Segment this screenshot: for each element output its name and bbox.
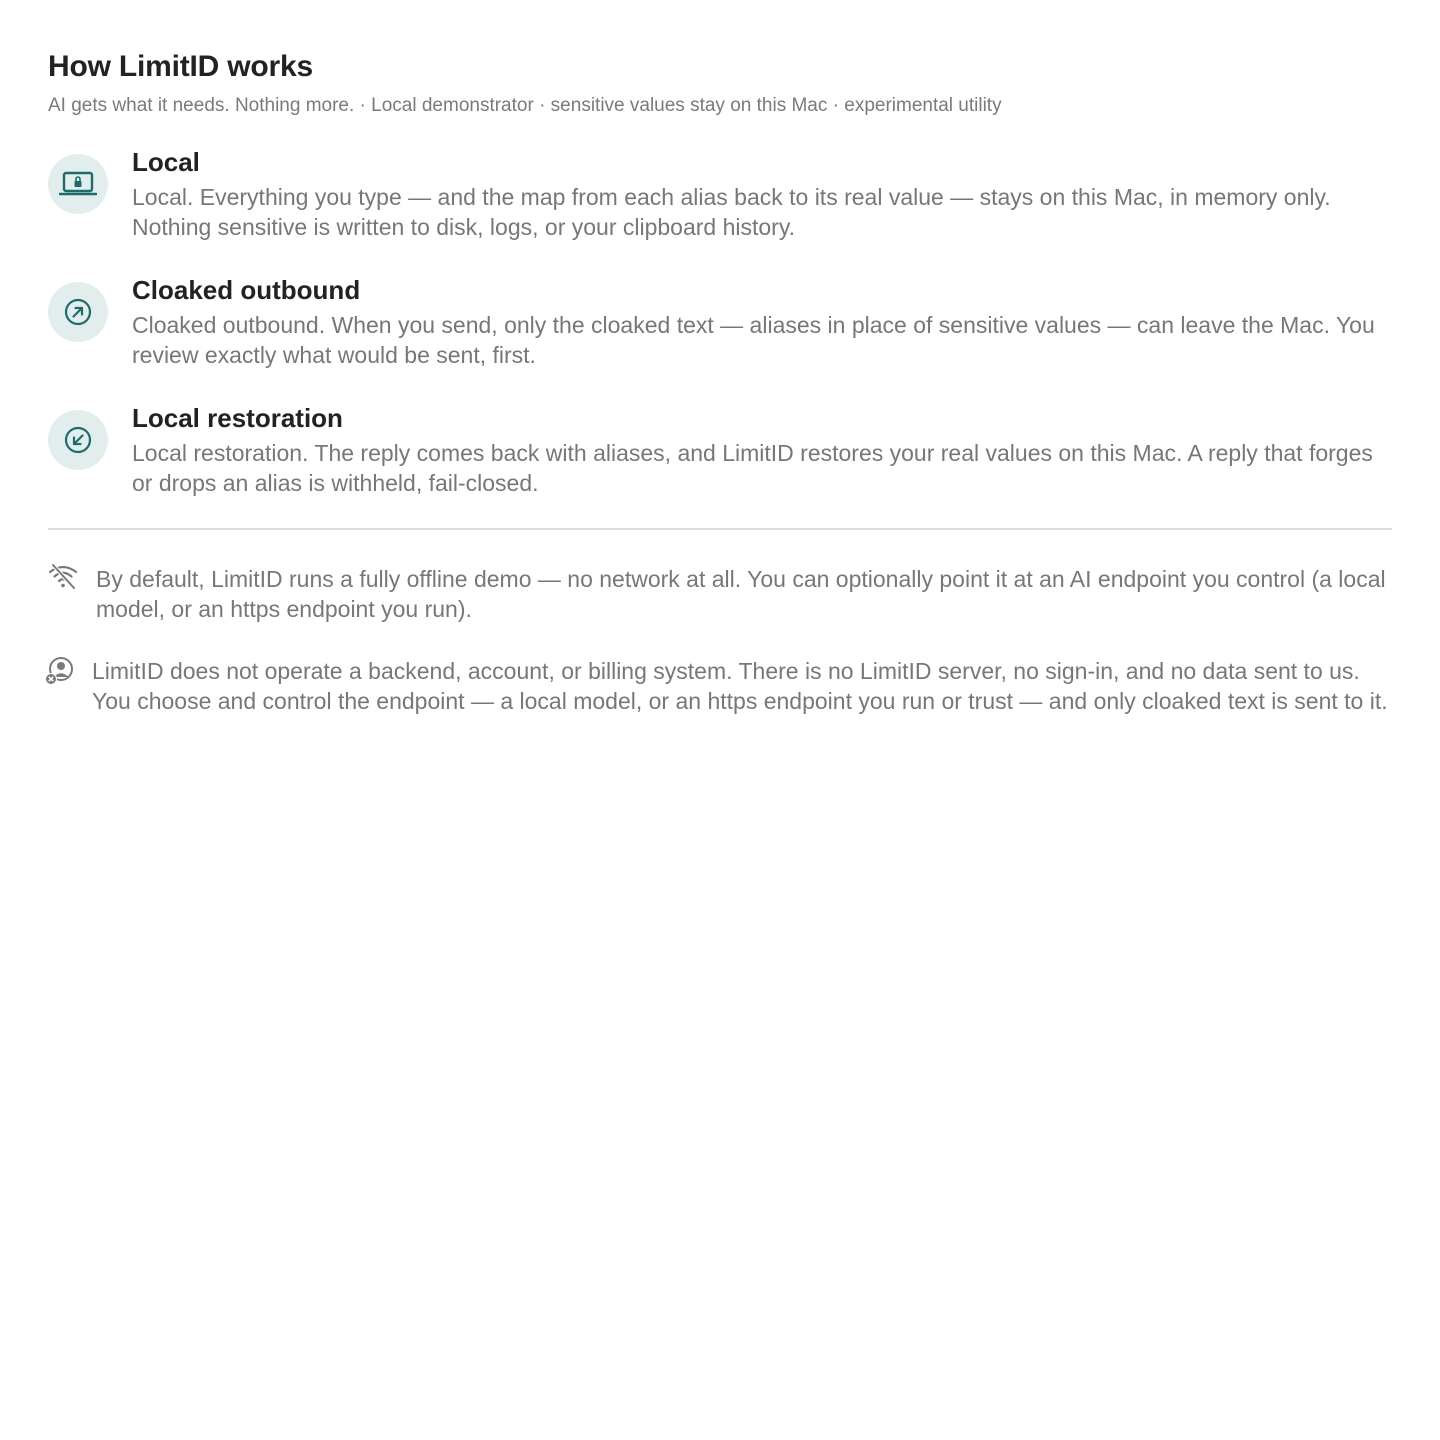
step-description: Cloaked outbound. When you send, only the cloaked text — aliases in place of sensitive values — can leave the Mac. You review exactly what would be sent, first. <box>132 312 1375 368</box>
step-description: Local restoration. The reply comes back with aliases, and LimitID restores your real values on this Mac. A reply that forges or drops an alias is withheld, fail-closed. <box>132 440 1373 496</box>
laptop-lock-icon <box>48 154 108 214</box>
note-text: By default, LimitID runs a fully offline demo — no network at all. You can optionally point it at an AI endpoint you control (a local model, or an https endpoint you run). <box>96 566 1386 622</box>
step-local-restoration <box>48 402 1392 498</box>
note-no-backend <box>48 656 1392 716</box>
step-title: Cloaked outbound <box>132 275 361 305</box>
section-divider <box>48 528 1392 530</box>
how-it-works-panel <box>0 0 1440 716</box>
step-local <box>48 146 1392 242</box>
step-cloaked-outbound <box>48 274 1392 370</box>
steps-list <box>48 146 1392 498</box>
person-slash-icon <box>44 656 74 691</box>
wifi-slash-icon <box>48 564 78 595</box>
page-title: How LimitID works <box>48 50 313 83</box>
notes-list <box>48 564 1392 716</box>
arrow-up-right-circle-icon <box>48 282 108 342</box>
step-description: Local. Everything you type — and the map from each alias back to its real value — stays on this Mac, in memory only. Nothing sensitive is written to disk, logs, or your clipboard history. <box>132 184 1331 240</box>
step-title: Local <box>132 147 200 177</box>
arrow-down-left-circle-icon <box>48 410 108 470</box>
page-subtitle: AI gets what it needs. Nothing more. · Local demonstrator · sensitive values stay on this Mac · experimental utility <box>48 95 1002 116</box>
note-offline <box>48 564 1392 624</box>
step-title: Local restoration <box>132 403 343 433</box>
note-text: LimitID does not operate a backend, account, or billing system. There is no LimitID server, no sign-in, and no data sent to us. You choose and control the endpoint — a local model, or an https endpoint you run or trust — and only cloaked text is sent to it. <box>92 658 1388 714</box>
